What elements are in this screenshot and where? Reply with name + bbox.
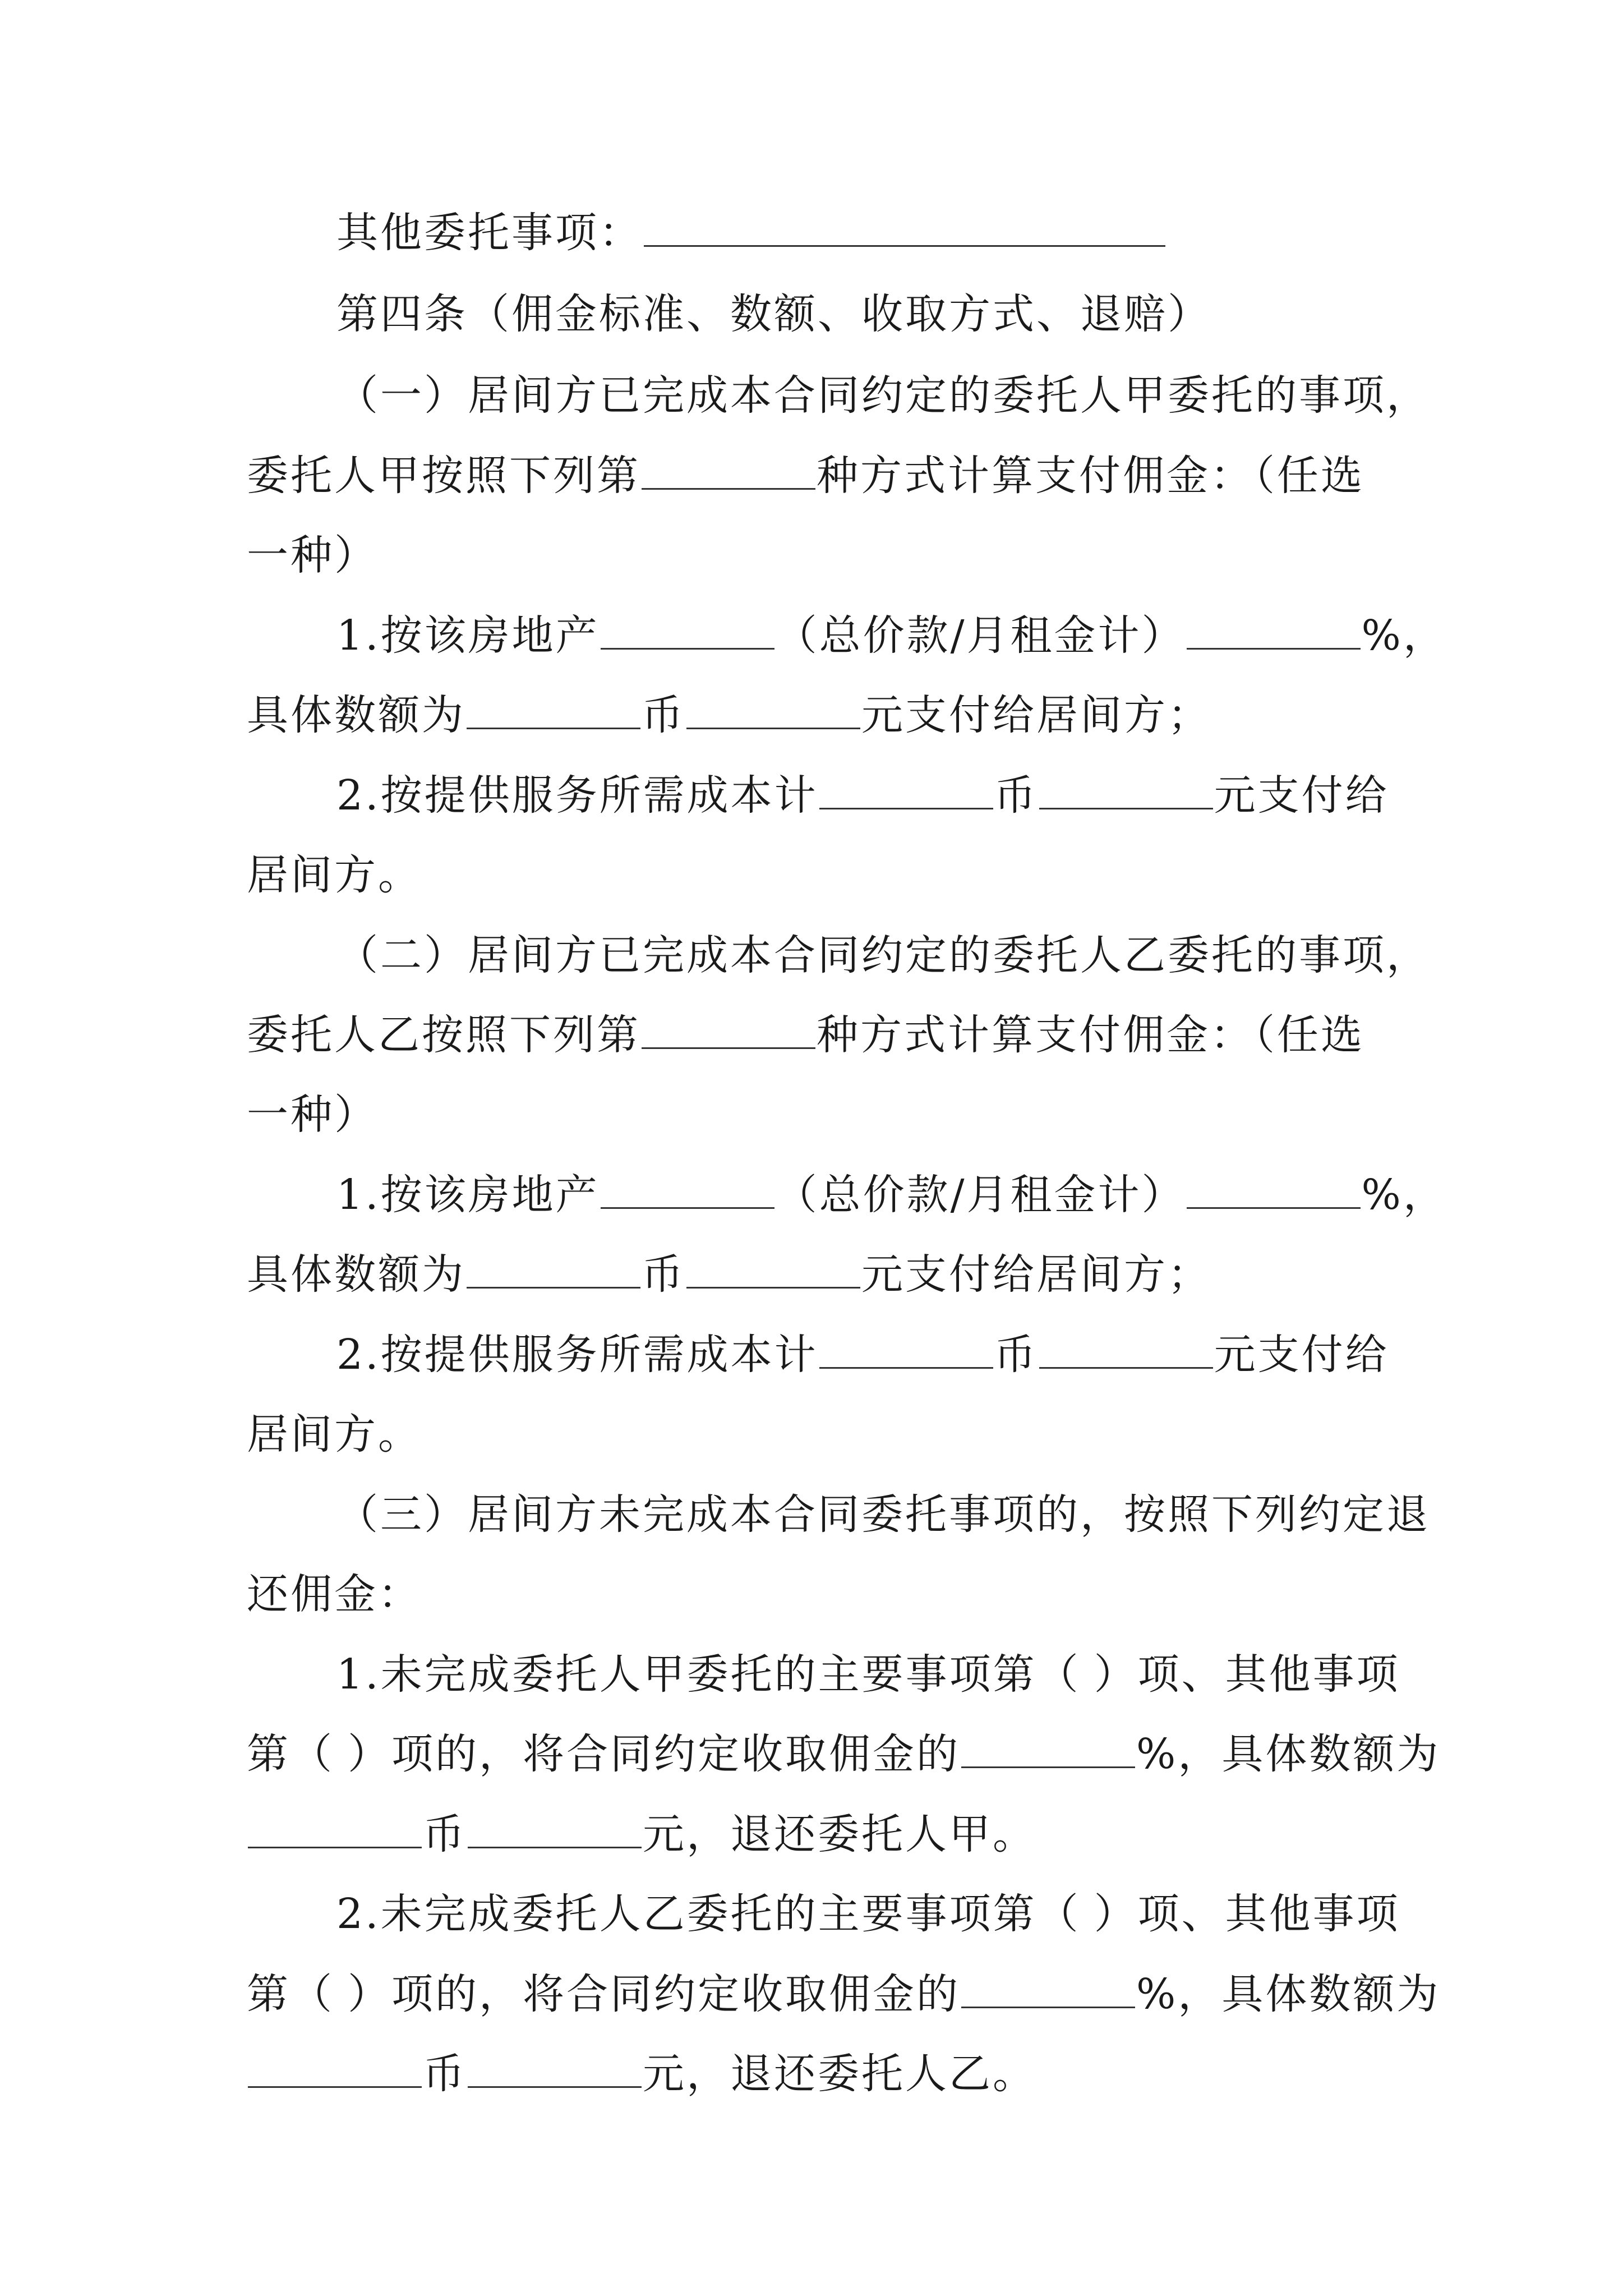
clause-two-item1-text-a: 1.按该房地产 (336, 1171, 600, 1219)
clause-one-item2-text-a: 2.按提供服务所需成本计 (336, 771, 818, 820)
clause-three-item2-amount-line (247, 2043, 1036, 2105)
clause-one-item2-blank-value[interactable] (1039, 767, 1213, 809)
article-four-title: 第四条（佣金标准、数额、收取方式、退赔） (336, 290, 1211, 338)
clause-three-item2-value-blank[interactable] (468, 2046, 642, 2088)
other-matters-line (336, 202, 1166, 264)
clause-two-amount-text-c: 元支付给居间方； (861, 1250, 1211, 1299)
clause-one-item1-blank-basis[interactable] (601, 608, 774, 650)
clause-three-item1-value-blank[interactable] (468, 1806, 642, 1848)
clause-two-method-blank[interactable] (642, 1007, 815, 1049)
clause-three-item2-line (336, 1883, 1400, 1945)
clause-three-item1-percent-blank[interactable] (961, 1726, 1135, 1768)
clause-three-item1-refund-line (247, 1723, 1440, 1785)
clause-one-method-blank[interactable] (642, 448, 815, 490)
clause-one-amount-text-b: 币 (642, 691, 685, 739)
clause-one-item2-end-line (247, 844, 422, 906)
clause-one-item1-amount-line (247, 684, 1211, 746)
clause-three-item2-refund-line (247, 1963, 1440, 2025)
clause-two-item2-blank-value[interactable] (1039, 1327, 1213, 1369)
clause-two-item2-blank-currency[interactable] (819, 1327, 993, 1369)
clause-two-item2-text-a: 2.按提供服务所需成本计 (336, 1331, 818, 1379)
clause-two-item2-text-c: 元支付给 (1214, 1331, 1389, 1379)
clause-two-method-text-b: 种方式计算支付佣金：（任选 (817, 1011, 1364, 1059)
clause-one-item1-text-c: %， (1361, 611, 1447, 660)
clause-two-item1-text-b: （总价款/月租金计） (775, 1171, 1186, 1219)
clause-two-item2-end-line (247, 1404, 422, 1465)
clause-two-intro (336, 924, 1430, 986)
clause-one-item2-end-text: 居间方。 (247, 851, 422, 899)
clause-one-item1-line (336, 605, 1447, 666)
clause-three-item2-refund-text-a: 第（ (247, 1970, 334, 2018)
clause-one-item2-text-b: 币 (994, 771, 1038, 820)
clause-two-item2-line (336, 1324, 1389, 1386)
clause-one-method-text-a: 委托人甲按照下列第 (247, 452, 640, 500)
clause-two-item2-text-b: 币 (994, 1331, 1038, 1379)
clause-two-method-line (247, 1004, 1364, 1066)
clause-two-choose-line (247, 1084, 378, 1145)
clause-one-amount-text-a: 具体数额为 (247, 691, 465, 739)
clause-three-item1-text-a: 1.未完成委托人甲委托的主要事项第（ (336, 1650, 1081, 1699)
clause-two-method-text-a: 委托人乙按照下列第 (247, 1011, 640, 1059)
clause-three-item1-refund-text-c: %，具体数额为 (1136, 1730, 1441, 1778)
clause-three-item1-amount-text-b: 元，退还委托人甲。 (643, 1810, 1036, 1858)
clause-three-text: （三）居间方未完成本合同委托事项的，按照下列约定退 (336, 1490, 1430, 1539)
article-four-heading (336, 283, 1211, 345)
clause-two-amount-blank-value[interactable] (686, 1246, 860, 1289)
other-matters-label: 其他委托事项： (336, 209, 643, 257)
clause-two-choose-text: 一种） (247, 1091, 378, 1139)
clause-one-method-line (247, 445, 1364, 507)
clause-one-text: （一）居间方已完成本合同约定的委托人甲委托的事项， (336, 371, 1430, 420)
clause-two-item1-line (336, 1164, 1447, 1226)
clause-two-item1-text-c: %， (1361, 1171, 1447, 1219)
clause-three-item2-amount-text-a: 币 (423, 2050, 467, 2098)
clause-three-item1-text-b: ）项、其他事项 (1094, 1650, 1400, 1699)
clause-two-amount-blank-currency[interactable] (467, 1246, 640, 1289)
clause-two-text: （二）居间方已完成本合同约定的委托人乙委托的事项， (336, 931, 1430, 979)
clause-three-item2-refund-text-b: ）项的，将合同约定收取佣金的 (348, 1970, 960, 2018)
clause-one-item2-line (336, 765, 1389, 826)
clause-two-item1-blank-basis[interactable] (601, 1167, 774, 1209)
clause-one-choose-line (247, 524, 378, 586)
clause-three-item1-amount-text-a: 币 (423, 1810, 467, 1858)
other-matters-blank[interactable] (644, 205, 1165, 247)
clause-one-amount-blank-value[interactable] (686, 687, 860, 729)
clause-one-amount-blank-currency[interactable] (467, 687, 640, 729)
clause-two-item2-end-text: 居间方。 (247, 1410, 422, 1458)
clause-three-item1-currency-blank[interactable] (248, 1806, 422, 1848)
clause-three-intro-end (247, 1563, 422, 1625)
clause-three-item2-refund-text-c: %，具体数额为 (1136, 1970, 1441, 2018)
clause-three-item1-amount-line (247, 1803, 1036, 1865)
clause-three-item2-text-a: 2.未完成委托人乙委托的主要事项第（ (336, 1890, 1081, 1938)
clause-one-item2-text-c: 元支付给 (1214, 771, 1389, 820)
clause-one-intro (336, 365, 1430, 426)
clause-two-amount-text-b: 币 (642, 1250, 685, 1299)
clause-two-item1-amount-line (247, 1244, 1211, 1305)
clause-one-item1-text-b: （总价款/月租金计） (775, 611, 1186, 660)
clause-three-end-text: 还佣金： (247, 1570, 422, 1618)
clause-one-item2-blank-currency[interactable] (819, 767, 993, 809)
clause-three-item1-refund-text-b: ）项的，将合同约定收取佣金的 (348, 1730, 960, 1778)
clause-one-method-text-b: 种方式计算支付佣金：（任选 (817, 452, 1364, 500)
clause-three-item2-percent-blank[interactable] (961, 1966, 1135, 2008)
clause-one-choose-text: 一种） (247, 531, 378, 579)
clause-two-amount-text-a: 具体数额为 (247, 1250, 465, 1299)
clause-three-item1-line (336, 1644, 1400, 1705)
clause-two-item1-blank-percent[interactable] (1187, 1167, 1361, 1209)
clause-one-item1-blank-percent[interactable] (1187, 608, 1361, 650)
clause-three-item2-currency-blank[interactable] (248, 2046, 422, 2088)
clause-three-intro (336, 1484, 1430, 1545)
clause-three-item2-text-b: ）项、其他事项 (1094, 1890, 1400, 1938)
clause-one-item1-text-a: 1.按该房地产 (336, 611, 600, 660)
clause-one-amount-text-c: 元支付给居间方； (861, 691, 1211, 739)
clause-three-item2-amount-text-b: 元，退还委托人乙。 (643, 2050, 1036, 2098)
clause-three-item1-refund-text-a: 第（ (247, 1730, 334, 1778)
